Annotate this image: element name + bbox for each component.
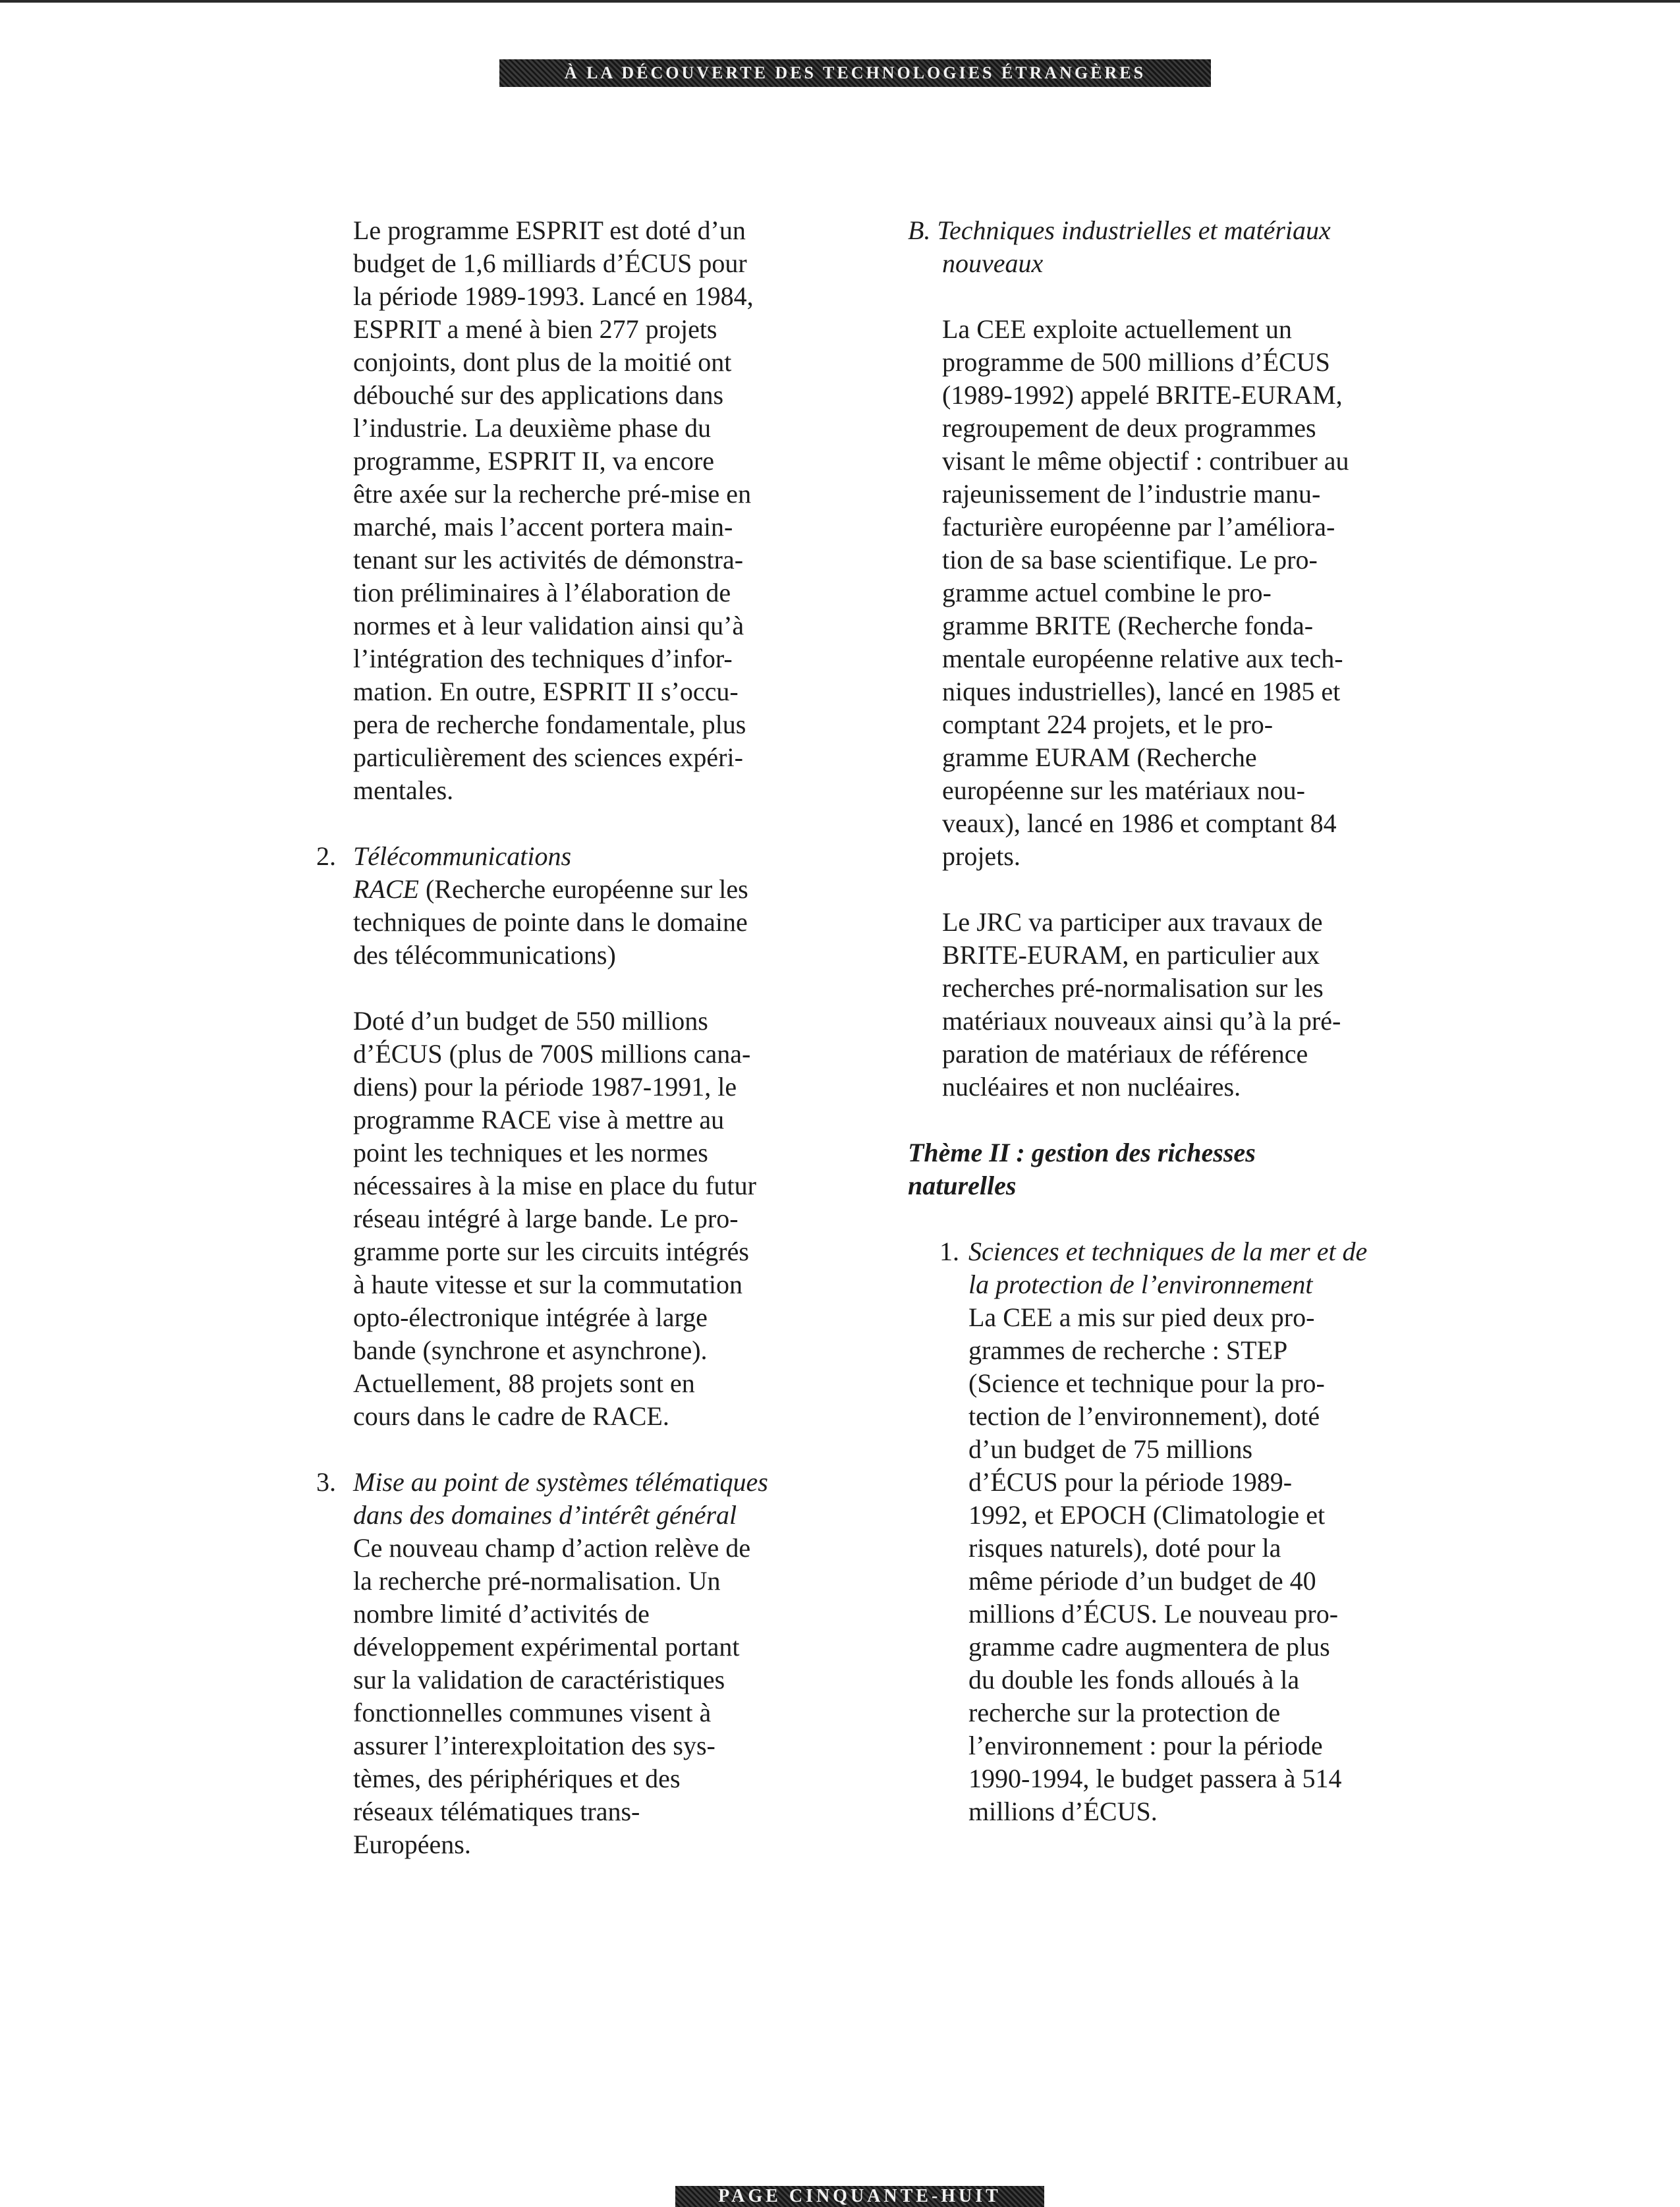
text-line: programme, ESPRIT II, va encore (353, 446, 714, 476)
text-line: regroupement de deux programmes (942, 413, 1316, 443)
text-line: Le programme ESPRIT est doté d’un (353, 215, 746, 245)
text-line: mentale européenne relative aux tech- (942, 644, 1343, 673)
text-line: la période 1989-1993. Lancé en 1984, (353, 281, 754, 311)
text-line: recherches pré-normalisation sur les (942, 973, 1324, 1003)
text-line: Européens. (353, 1830, 471, 1859)
text-line: nucléaires et non nucléaires. (942, 1072, 1241, 1102)
text-line: diens) pour la période 1987-1991, le (353, 1072, 737, 1102)
item-title: dans des domaines d’intérêt général (353, 1500, 737, 1530)
theme-title: naturelles (908, 1171, 1017, 1200)
item-telematics (316, 1466, 827, 1861)
text-line: budget de 1,6 milliards d’ÉCUS pour (353, 248, 747, 278)
text-line: gramme actuel combine le pro- (942, 578, 1272, 607)
item-title: Télécommunications (353, 841, 572, 871)
item-title: Sciences et techniques de la mer et de (968, 1237, 1368, 1266)
text-line: réseaux télématiques trans- (353, 1797, 640, 1826)
section-b-paragraph-2 (908, 906, 1422, 1104)
text-line: matériaux nouveaux ainsi qu’à la pré- (942, 1006, 1341, 1036)
text-line: cours dans le cadre de RACE. (353, 1401, 669, 1431)
item-title: la protection de l’environnement (968, 1270, 1313, 1299)
text-line: recherche sur la protection de (968, 1698, 1281, 1727)
item-sciences-mer (908, 1235, 1422, 1828)
text-line: (1989-1992) appelé BRITE-EURAM, (942, 380, 1343, 410)
text-line: paration de matériaux de référence (942, 1039, 1308, 1069)
page-footer (675, 2186, 1044, 2207)
text-line: débouché sur des applications dans (353, 380, 724, 410)
race-label: RACE (353, 874, 419, 904)
banner-title: À LA DÉCOUVERTE DES TECHNOLOGIES ÉTRANGÈRES (564, 63, 1146, 82)
text-line: à haute vitesse et sur la commutation (353, 1270, 742, 1299)
text-line: fonctionnelles communes visent à (353, 1698, 712, 1727)
text-line: d’ÉCUS (plus de 700S millions cana- (353, 1039, 751, 1069)
text-line: Ce nouveau champ d’action relève de (353, 1533, 751, 1563)
text-line: l’environnement : pour la période (968, 1731, 1323, 1760)
race-text: (Recherche européenne sur les (418, 874, 748, 904)
text-line: européenne sur les matériaux nou- (942, 775, 1305, 805)
text-line: Le JRC va participer aux travaux de (942, 907, 1323, 937)
text-line: Actuellement, 88 projets sont en (353, 1368, 695, 1398)
text-line: 1992, et EPOCH (Climatologie et (968, 1500, 1326, 1530)
left-column (316, 214, 827, 1861)
item-title: Mise au point de systèmes télématiques (353, 1467, 768, 1497)
text-line: La CEE exploite actuellement un (942, 314, 1292, 344)
text-line: Doté d’un budget de 550 millions (353, 1006, 708, 1036)
page-label: PAGE CINQUANTE-HUIT (718, 2186, 1001, 2206)
item-number: 1. (939, 1237, 959, 1266)
text-line: d’ÉCUS pour la période 1989- (968, 1467, 1293, 1497)
text-line: millions d’ÉCUS. Le nouveau pro- (968, 1599, 1339, 1629)
text-line: programme de 500 millions d’ÉCUS (942, 347, 1330, 377)
text-line: du double les fonds alloués à la (968, 1665, 1300, 1694)
text-line: particulièrement des sciences expéri- (353, 742, 743, 772)
text-line: pera de recherche fondamentale, plus (353, 710, 746, 739)
text-line: la recherche pré-normalisation. Un (353, 1566, 721, 1596)
text-line: tion de sa base scientifique. Le pro- (942, 545, 1318, 574)
text-line: comptant 224 projets, et le pro- (942, 710, 1274, 739)
text-line: (Science et technique pour la pro- (968, 1368, 1325, 1398)
text-line: l’intégration des techniques d’infor- (353, 644, 733, 673)
item-telecommunications (316, 840, 827, 1433)
text-line: risques naturels), doté pour la (968, 1533, 1281, 1563)
top-rule (0, 0, 1680, 3)
right-column (908, 214, 1422, 1828)
text-line: tion préliminaires à l’élaboration de (353, 578, 731, 607)
text-line (353, 873, 827, 906)
theme-2 (908, 1136, 1422, 1202)
text-line: La CEE a mis sur pied deux pro- (968, 1302, 1315, 1332)
text-line: tenant sur les activités de démonstra- (353, 545, 744, 574)
text-line: niques industrielles), lancé en 1985 et (942, 677, 1341, 706)
section-b-paragraph-1 (908, 313, 1422, 873)
text-line: gramme cadre augmentera de plus (968, 1632, 1330, 1662)
section-title: nouveaux (942, 248, 1044, 278)
text-line: projets. (942, 841, 1021, 871)
item-number: 2. (316, 841, 336, 871)
text-line: ESPRIT a mené à bien 277 projets (353, 314, 717, 344)
text-line: gramme EURAM (Recherche (942, 742, 1257, 772)
text-line: sur la validation de caractéristiques (353, 1665, 725, 1694)
section-b (908, 214, 1422, 1104)
text-line: opto-électronique intégrée à large (353, 1302, 708, 1332)
text-line: réseau intégré à large bande. Le pro- (353, 1204, 739, 1233)
text-line: l’industrie. La deuxième phase du (353, 413, 712, 443)
text-line: marché, mais l’accent portera main- (353, 512, 733, 542)
text-line: assurer l’interexploitation des sys- (353, 1731, 715, 1760)
text-line: facturière européenne par l’améliora- (942, 512, 1335, 542)
theme-title: Thème II : gestion des richesses (908, 1138, 1256, 1167)
text-line: point les techniques et les normes (353, 1138, 708, 1167)
header-banner (499, 59, 1211, 87)
text-line: tection de l’environnement), doté (968, 1401, 1320, 1431)
text-line: normes et à leur validation ainsi qu’à (353, 611, 744, 640)
text-line: d’un budget de 75 millions (968, 1434, 1253, 1464)
text-line: techniques de pointe dans le domaine (353, 907, 748, 937)
section-title: B. Techniques industrielles et matériaux (908, 215, 1331, 245)
text-line: millions d’ÉCUS. (968, 1797, 1158, 1826)
intro-paragraph (353, 214, 827, 807)
text-line: BRITE-EURAM, en particulier aux (942, 940, 1320, 970)
text-line: veaux), lancé en 1986 et comptant 84 (942, 808, 1337, 838)
text-line: nécessaires à la mise en place du futur (353, 1171, 756, 1200)
text-line: développement expérimental portant (353, 1632, 740, 1662)
text-line: visant le même objectif : contribuer au (942, 446, 1349, 476)
text-line: mation. En outre, ESPRIT II s’occu- (353, 677, 739, 706)
item-number: 3. (316, 1467, 336, 1497)
text-line: gramme porte sur les circuits intégrés (353, 1237, 749, 1266)
text-line: programme RACE vise à mettre au (353, 1105, 725, 1134)
text-line: rajeunissement de l’industrie manu- (942, 479, 1321, 509)
text-line: nombre limité d’activités de (353, 1599, 650, 1629)
text-line: mentales. (353, 775, 454, 805)
text-line: 1990-1994, le budget passera à 514 (968, 1764, 1342, 1793)
text-line: tèmes, des périphériques et des (353, 1764, 681, 1793)
text-line: gramme BRITE (Recherche fonda- (942, 611, 1314, 640)
text-line: même période d’un budget de 40 (968, 1566, 1316, 1596)
text-line: grammes de recherche : STEP (968, 1335, 1288, 1365)
text-line: bande (synchrone et asynchrone). (353, 1335, 708, 1365)
text-line: des télécommunications) (353, 940, 616, 970)
text-line: conjoints, dont plus de la moitié ont (353, 347, 732, 377)
text-line: être axée sur la recherche pré-mise en (353, 479, 752, 509)
